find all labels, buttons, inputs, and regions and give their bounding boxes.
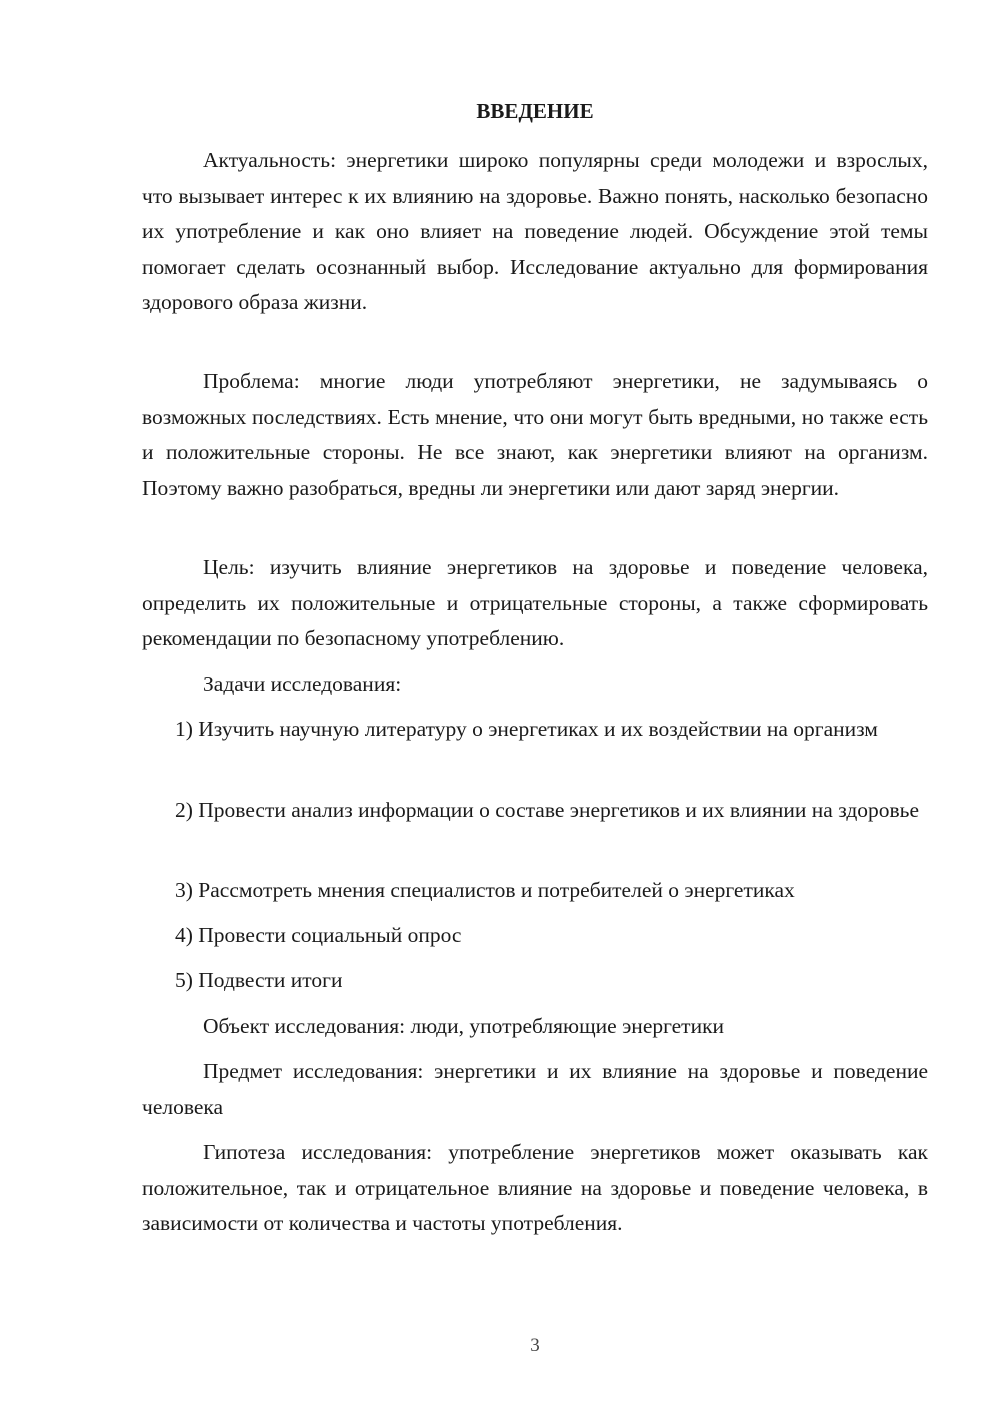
paragraph-object: Объект исследования: люди, употребляющие энергетики [203,1014,725,1038]
task-item-2: 2) Провести анализ информации о составе энергетиков и их влиянии на здоровье [175,798,920,822]
task-item-5: 5) Подвести итоги [175,968,343,992]
tasks-heading: Задачи исследования: [203,672,402,696]
page-number: 3 [530,1335,540,1356]
task-item-4: 4) Провести социальный опрос [175,923,462,947]
paragraph-hypothesis: Гипотеза исследования: употребление энергетиков может оказывать как положительное, так и отрицательное влияние на здоровье и поведение человека, в зависимости от количества и частоты употребления. [142,1140,928,1235]
page-title: ВВЕДЕНИЕ [476,99,594,123]
task-item-1: 1) Изучить научную литературу о энергетиках и их воздействии на организм [175,717,878,741]
paragraph-problem: Проблема: многие люди употребляют энергетики, не задумываясь о возможных последствиях. Есть мнение, что они могут быть вредными, но также есть и положительные стороны. Не все знают, как энергетики влияют на организм. Поэтому важно разобраться, вредны ли энергетики или дают заряд энергии. [142,369,928,500]
paragraph-relevance: Актуальность: энергетики широко популярны среди молодежи и взрослых, что вызывает интерес к их влиянию на здоровье. Важно понять, насколько безопасно их употребление и как оно влияет на поведение людей. Обсуждение этой темы помогает сделать осознанный выбор. Исследование актуально для формирования здорового образа жизни. [142,148,928,314]
task-item-3: 3) Рассмотреть мнения специалистов и потребителей о энергетиках [175,878,795,902]
paragraph-goal: Цель: изучить влияние энергетиков на здоровье и поведение человека, определить их положительные и отрицательные стороны, а также сформировать рекомендации по безопасному употреблению. [142,555,928,650]
paragraph-subject: Предмет исследования: энергетики и их влияние на здоровье и поведение человека [142,1059,928,1119]
